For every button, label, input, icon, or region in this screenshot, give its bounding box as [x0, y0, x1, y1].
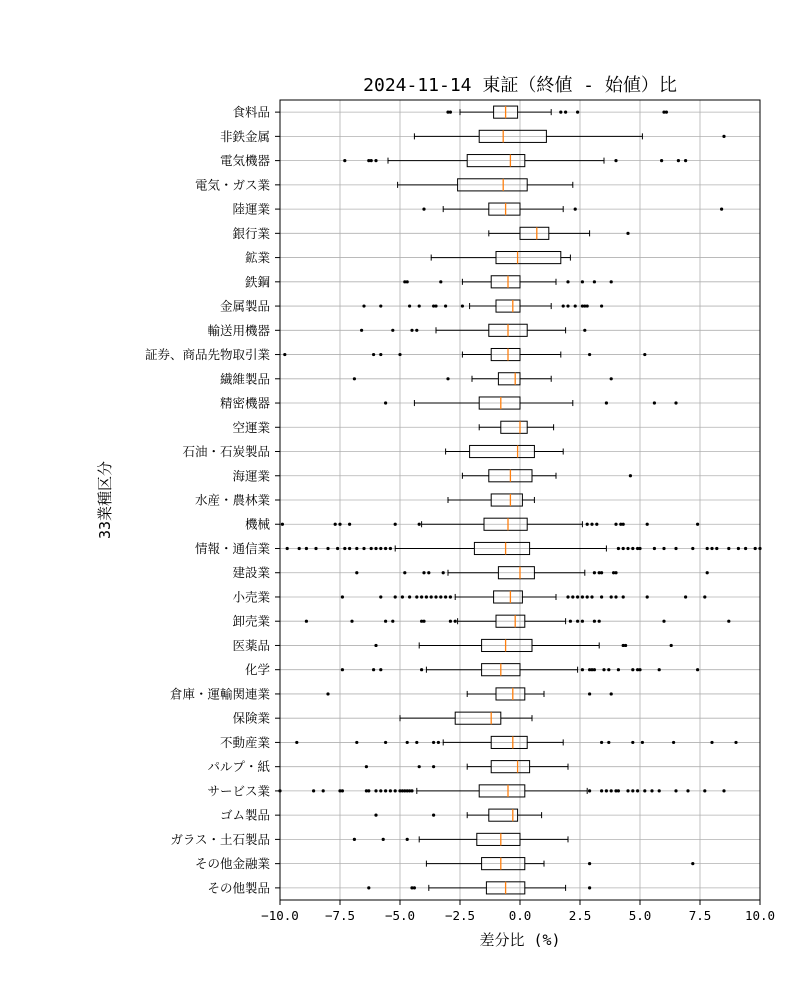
flier-point: [326, 547, 329, 550]
flier-point: [653, 401, 656, 404]
flier-point: [406, 838, 409, 841]
flier-point: [449, 620, 452, 623]
flier-point: [415, 595, 418, 598]
flier-point: [617, 668, 620, 671]
category-label: 医薬品: [232, 637, 270, 653]
flier-point: [343, 547, 346, 550]
flier-point: [559, 111, 562, 114]
category-label: ゴム製品: [219, 807, 270, 823]
flier-point: [410, 789, 413, 792]
flier-point: [658, 789, 661, 792]
flier-point: [686, 789, 689, 792]
flier-point: [710, 547, 713, 550]
grid-layer: [280, 100, 760, 900]
flier-point: [406, 741, 409, 744]
category-label: サービス業: [207, 783, 270, 799]
flier-point: [432, 814, 435, 817]
flier-point: [348, 523, 351, 526]
flier-point: [334, 523, 337, 526]
flier-point: [617, 789, 620, 792]
flier-point: [566, 280, 569, 283]
flier-point: [382, 838, 385, 841]
flier-point: [374, 159, 377, 162]
flier-point: [434, 304, 437, 307]
flier-point: [684, 595, 687, 598]
flier-point: [662, 547, 665, 550]
flier-point: [420, 668, 423, 671]
category-label: 銀行業: [232, 225, 270, 241]
x-tick-label: −7.5: [324, 908, 356, 923]
flier-point: [444, 304, 447, 307]
flier-point: [626, 232, 629, 235]
flier-point: [581, 595, 584, 598]
flier-point: [600, 595, 603, 598]
flier-point: [617, 547, 620, 550]
flier-point: [343, 159, 346, 162]
flier-point: [576, 595, 579, 598]
flier-point: [646, 595, 649, 598]
flier-point: [614, 159, 617, 162]
x-tick-label: 2.5: [568, 908, 592, 923]
flier-point: [590, 523, 593, 526]
flier-point: [586, 595, 589, 598]
flier-point: [394, 789, 397, 792]
flier-point: [394, 595, 397, 598]
flier-point: [660, 159, 663, 162]
flier-point: [631, 668, 634, 671]
flier-point: [643, 789, 646, 792]
category-label: 食料品: [232, 104, 270, 120]
flier-point: [614, 571, 617, 574]
flier-point: [734, 741, 737, 744]
flier-point: [370, 159, 373, 162]
x-axis-label: 差分比 (%): [479, 931, 561, 949]
flier-point: [586, 523, 589, 526]
flier-point: [674, 547, 677, 550]
flier-point: [408, 304, 411, 307]
flier-point: [379, 304, 382, 307]
category-label: 鉄鋼: [244, 274, 270, 290]
flier-point: [576, 620, 579, 623]
flier-point: [631, 789, 634, 792]
flier-point: [593, 571, 596, 574]
x-tick-label: 7.5: [688, 908, 712, 923]
flier-point: [629, 474, 632, 477]
flier-point: [636, 789, 639, 792]
flier-point: [674, 789, 677, 792]
flier-point: [362, 547, 365, 550]
flier-point: [574, 207, 577, 210]
flier-point: [312, 789, 315, 792]
flier-point: [374, 814, 377, 817]
category-label: 陸運業: [232, 201, 270, 217]
flier-point: [696, 523, 699, 526]
flier-point: [305, 620, 308, 623]
flier-point: [706, 571, 709, 574]
flier-point: [367, 789, 370, 792]
flier-point: [650, 789, 653, 792]
flier-point: [384, 789, 387, 792]
flier-point: [444, 595, 447, 598]
flier-point: [442, 571, 445, 574]
flier-point: [446, 377, 449, 380]
flier-point: [710, 741, 713, 744]
flier-point: [624, 644, 627, 647]
flier-point: [372, 668, 375, 671]
flier-point: [379, 547, 382, 550]
flier-point: [638, 547, 641, 550]
flier-point: [350, 620, 353, 623]
flier-point: [391, 329, 394, 332]
flier-point: [631, 547, 634, 550]
flier-point: [593, 280, 596, 283]
category-label: 水産・農林業: [194, 492, 270, 508]
flier-point: [355, 571, 358, 574]
flier-point: [439, 595, 442, 598]
flier-point: [367, 886, 370, 889]
flier-point: [394, 523, 397, 526]
flier-point: [600, 304, 603, 307]
flier-point: [593, 668, 596, 671]
flier-point: [662, 620, 665, 623]
flier-point: [432, 741, 435, 744]
flier-point: [605, 401, 608, 404]
flier-point: [674, 401, 677, 404]
flier-point: [754, 547, 757, 550]
flier-point: [439, 280, 442, 283]
box-group: [360, 324, 586, 336]
flier-point: [418, 765, 421, 768]
flier-point: [727, 547, 730, 550]
flier-point: [598, 620, 601, 623]
flier-point: [454, 620, 457, 623]
flier-point: [348, 547, 351, 550]
flier-point: [590, 595, 593, 598]
flier-point: [610, 595, 613, 598]
flier-point: [408, 595, 411, 598]
flier-point: [564, 111, 567, 114]
flier-point: [643, 353, 646, 356]
flier-point: [691, 547, 694, 550]
flier-point: [610, 692, 613, 695]
x-tick-label: 0.0: [508, 908, 532, 923]
category-label: 倉庫・運輸関連業: [169, 686, 270, 702]
flier-point: [610, 789, 613, 792]
flier-point: [374, 547, 377, 550]
category-label: 化学: [244, 662, 270, 678]
flier-point: [374, 789, 377, 792]
category-label: 金属製品: [219, 298, 270, 314]
flier-point: [298, 547, 301, 550]
flier-point: [461, 304, 464, 307]
flier-point: [384, 741, 387, 744]
flier-point: [410, 329, 413, 332]
flier-point: [434, 595, 437, 598]
flier-point: [286, 547, 289, 550]
category-label: 空運業: [232, 419, 270, 435]
flier-point: [365, 765, 368, 768]
flier-point: [353, 377, 356, 380]
flier-point: [341, 789, 344, 792]
flier-point: [588, 353, 591, 356]
category-label: パルプ・紙: [207, 759, 270, 775]
category-label: 不動産業: [219, 734, 270, 750]
x-tick-label: −5.0: [384, 908, 416, 923]
flier-point: [379, 595, 382, 598]
flier-point: [631, 741, 634, 744]
flier-point: [626, 547, 629, 550]
flier-point: [588, 886, 591, 889]
flier-point: [314, 547, 317, 550]
flier-point: [430, 595, 433, 598]
flier-point: [677, 159, 680, 162]
flier-point: [665, 111, 668, 114]
flier-point: [360, 329, 363, 332]
category-label: 輸送用機器: [207, 322, 270, 338]
flier-point: [379, 668, 382, 671]
flier-point: [562, 304, 565, 307]
category-label: 石油・石炭製品: [182, 444, 270, 460]
y-axis: [145, 105, 280, 896]
flier-point: [374, 644, 377, 647]
flier-point: [406, 280, 409, 283]
flier-point: [372, 353, 375, 356]
flier-point: [588, 692, 591, 695]
category-label: その他金融業: [194, 856, 270, 872]
x-tick-label: −10.0: [261, 908, 299, 923]
flier-point: [401, 595, 404, 598]
category-label: 精密機器: [219, 395, 270, 411]
flier-point: [595, 523, 598, 526]
flier-point: [722, 135, 725, 138]
flier-point: [600, 571, 603, 574]
flier-point: [626, 789, 629, 792]
flier-point: [576, 111, 579, 114]
flier-point: [571, 595, 574, 598]
flier-point: [413, 886, 416, 889]
flier-point: [384, 401, 387, 404]
category-label: 情報・通信業: [194, 540, 270, 556]
category-label: 電気・ガス業: [194, 177, 270, 193]
category-label: 海運業: [232, 468, 270, 484]
flier-point: [391, 620, 394, 623]
flier-point: [449, 595, 452, 598]
flier-point: [600, 741, 603, 744]
flier-point: [353, 838, 356, 841]
flier-point: [641, 741, 644, 744]
flier-point: [605, 789, 608, 792]
category-label: 卸売業: [232, 613, 270, 629]
flier-point: [338, 523, 341, 526]
flier-point: [355, 547, 358, 550]
flier-point: [389, 547, 392, 550]
flier-point: [607, 668, 610, 671]
flier-point: [622, 547, 625, 550]
flier-point: [602, 668, 605, 671]
flier-point: [610, 280, 613, 283]
flier-point: [362, 304, 365, 307]
flier-point: [706, 547, 709, 550]
flier-point: [355, 741, 358, 744]
flier-point: [614, 595, 617, 598]
category-label: 保険業: [232, 710, 270, 726]
x-axis: [261, 900, 775, 923]
category-label: ガラス・土石製品: [170, 831, 270, 847]
flier-point: [593, 620, 596, 623]
flier-point: [295, 741, 298, 744]
flier-point: [672, 741, 675, 744]
x-tick-label: 10.0: [744, 908, 776, 923]
flier-point: [437, 741, 440, 744]
category-label: 建設業: [232, 565, 270, 581]
flier-point: [658, 668, 661, 671]
flier-point: [422, 207, 425, 210]
flier-point: [581, 280, 584, 283]
flier-point: [425, 595, 428, 598]
flier-point: [432, 765, 435, 768]
category-label: 機械: [244, 516, 270, 532]
flier-point: [646, 523, 649, 526]
flier-point: [420, 595, 423, 598]
flier-point: [384, 620, 387, 623]
flier-point: [696, 668, 699, 671]
flier-point: [566, 595, 569, 598]
flier-point: [415, 329, 418, 332]
flier-point: [398, 353, 401, 356]
flier-point: [737, 547, 740, 550]
flier-point: [281, 523, 284, 526]
flier-point: [418, 523, 421, 526]
flier-point: [418, 304, 421, 307]
flier-point: [384, 547, 387, 550]
x-tick-label: 5.0: [628, 908, 652, 923]
flier-point: [607, 741, 610, 744]
flier-point: [727, 620, 730, 623]
flier-point: [341, 668, 344, 671]
flier-point: [305, 547, 308, 550]
flier-point: [581, 620, 584, 623]
chart-title: 2024-11-14 東証（終値 - 始値）比: [363, 75, 677, 96]
flier-point: [610, 377, 613, 380]
flier-point: [422, 620, 425, 623]
flier-point: [588, 789, 591, 792]
category-label: 証券、商品先物取引業: [144, 347, 270, 363]
flier-point: [415, 741, 418, 744]
flier-point: [691, 862, 694, 865]
flier-point: [370, 547, 373, 550]
flier-point: [341, 595, 344, 598]
flier-point: [638, 668, 641, 671]
flier-point: [322, 789, 325, 792]
flier-point: [586, 304, 589, 307]
category-label: 非鉄金属: [219, 128, 270, 144]
flier-point: [703, 595, 706, 598]
flier-point: [600, 789, 603, 792]
flier-point: [379, 789, 382, 792]
y-axis-label: 33業種区分: [96, 460, 114, 540]
flier-point: [569, 620, 572, 623]
flier-point: [574, 304, 577, 307]
flier-point: [653, 547, 656, 550]
flier-point: [703, 789, 706, 792]
flier-point: [326, 692, 329, 695]
flier-point: [744, 547, 747, 550]
flier-point: [670, 644, 673, 647]
x-tick-label: −2.5: [444, 908, 476, 923]
flier-point: [684, 159, 687, 162]
flier-point: [720, 207, 723, 210]
category-label: 小売業: [232, 589, 270, 605]
flier-point: [583, 329, 586, 332]
category-label: 繊維製品: [219, 371, 270, 387]
flier-point: [336, 547, 339, 550]
flier-point: [379, 353, 382, 356]
flier-point: [715, 547, 718, 550]
flier-point: [283, 353, 286, 356]
flier-point: [622, 595, 625, 598]
category-label: 電気機器: [219, 153, 270, 169]
flier-point: [449, 111, 452, 114]
flier-point: [588, 862, 591, 865]
flier-point: [427, 571, 430, 574]
flier-point: [622, 523, 625, 526]
flier-point: [722, 789, 725, 792]
category-label: 鉱業: [244, 250, 270, 266]
category-label: その他製品: [207, 880, 270, 896]
flier-point: [581, 668, 584, 671]
flier-point: [614, 523, 617, 526]
flier-point: [422, 571, 425, 574]
flier-point: [403, 571, 406, 574]
flier-point: [389, 789, 392, 792]
flier-point: [566, 304, 569, 307]
